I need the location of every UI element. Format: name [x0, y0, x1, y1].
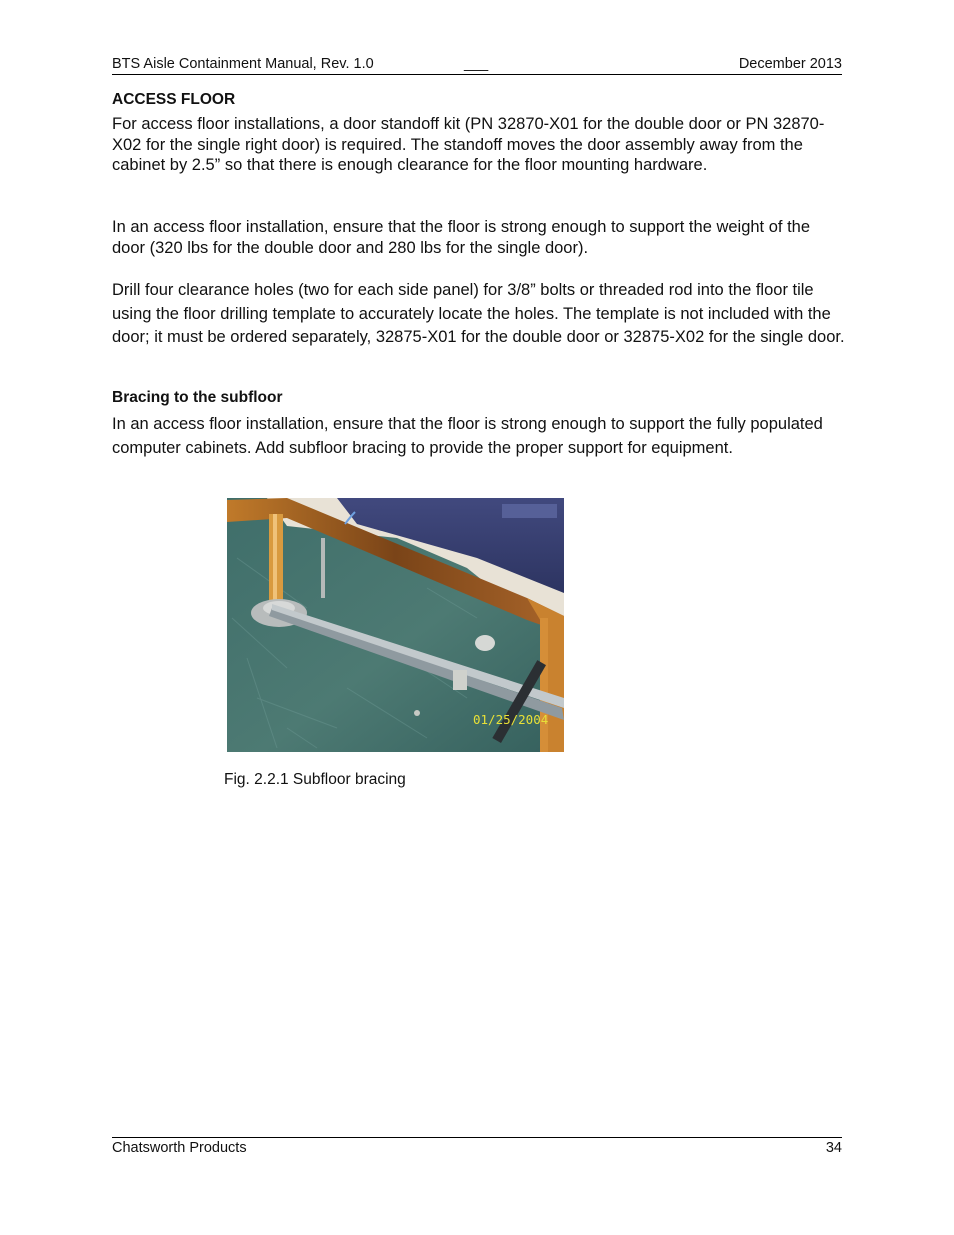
photo-date-stamp: 01/25/2004: [473, 712, 549, 727]
figure-caption: Fig. 2.2.1 Subfloor bracing: [224, 771, 406, 788]
subsection-heading: Bracing to the subfloor: [112, 389, 283, 406]
paragraph-standoff-kit: For access floor installations, a door standoff kit (PN 32870-X01 for the double door or PN 32870-X02 for the single right door) is required. The standoff moves the door assembly away from the cabinet by 2.5” so that there is enough clearance for the floor mounting hardware.: [112, 115, 825, 175]
header-date: December 2013: [738, 56, 842, 72]
manual-title: BTS Aisle Containment Manual, Rev. 1.0: [112, 56, 374, 72]
footer-company: Chatsworth Products: [112, 1140, 247, 1156]
paragraph-drill-holes: Drill four clearance holes (two for each side panel) for 3/8” bolts or threaded rod into the floor tile using the floor drilling template to accurately locate the holes. The template is not included with the door; it must be ordered separately, 32875-X01 for the double door or 32875-X02 for the single door.: [112, 281, 845, 347]
page-number: 34: [825, 1140, 842, 1156]
page-header: [112, 56, 842, 75]
section-heading: ACCESS FLOOR: [112, 91, 236, 108]
page-footer: [112, 1137, 842, 1156]
paragraph-bracing: In an access floor installation, ensure that the floor is strong enough to support the fully populated computer cabinets. Add subfloor bracing to provide the proper support for equipment.: [112, 415, 823, 457]
subfloor-bracing-photo: [227, 498, 564, 752]
header-mark: ___: [464, 56, 489, 72]
paragraph-floor-strength: In an access floor installation, ensure that the floor is strong enough to support the weight of the door (320 lbs for the double door and 280 lbs for the single door).: [112, 218, 811, 257]
